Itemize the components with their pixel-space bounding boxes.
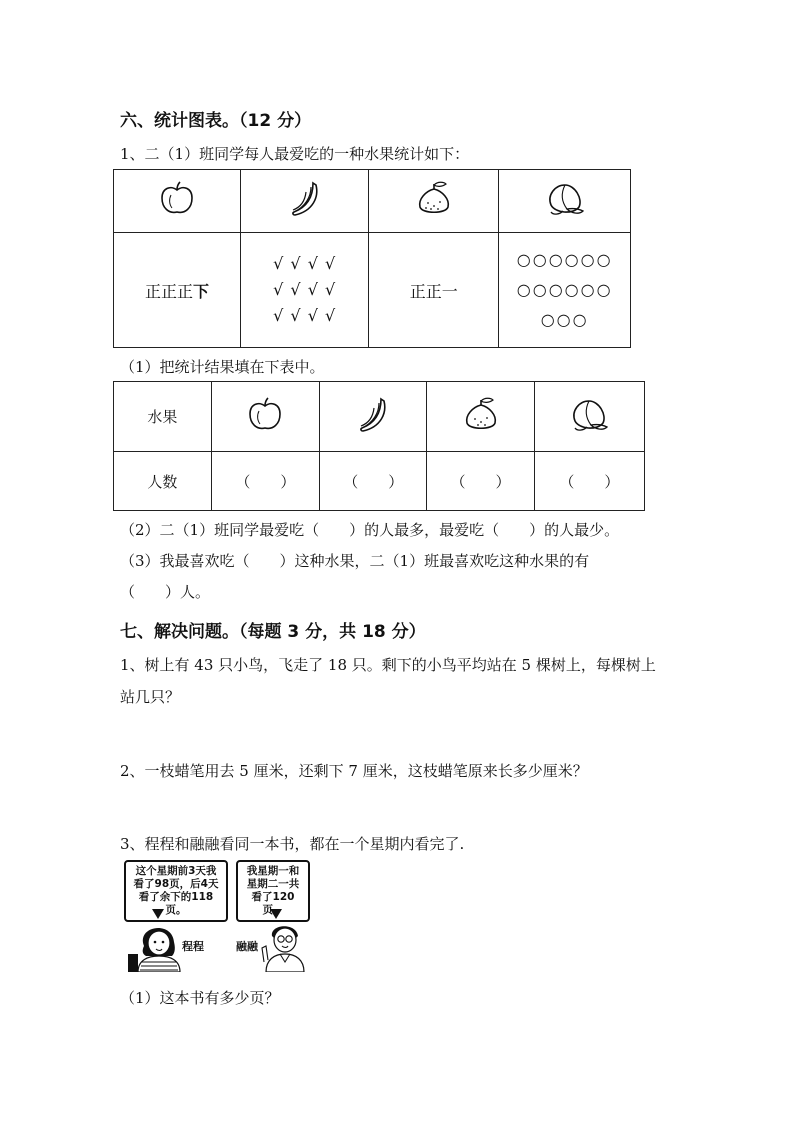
circle-row: ○○○○○○ — [516, 280, 613, 299]
s7-q1-line1: 1、树上有 43 只小鸟，飞走了 18 只。剩下的小鸟平均站在 5 棵树上，每棵树上 — [120, 656, 656, 674]
s7-q3: 3、程程和融融看同一本书，都在一个星期内看完了. — [120, 835, 465, 853]
check-row: √ √ √ √ — [273, 306, 337, 325]
s7-q3-sub1: （1）这本书有多少页？ — [120, 989, 280, 1007]
q1-intro: 1、二（1）班同学每人最爱吃的一种水果统计如下： — [120, 145, 470, 163]
peach-circles-cell — [499, 233, 631, 348]
pear-count-blank[interactable]: （ ） — [427, 452, 534, 511]
bubble-line: 这个星期前3天我 — [135, 865, 217, 877]
apple-tally-extra: 下 — [193, 281, 210, 301]
apple-icon — [211, 382, 319, 452]
bubble-line: 星期二一共 — [246, 878, 300, 890]
count-label: 人数 — [114, 452, 212, 511]
circle-row: ○○○○○○ — [516, 250, 613, 269]
bubble-line: 看了98页，后4天 — [133, 878, 219, 890]
name-rongrong: 融融 — [236, 940, 258, 953]
sub1-text: （1）把统计结果填在下表中。 — [120, 358, 325, 376]
sub2-text: （2）二（1）班同学最爱吃（ ）的人最多，最爱吃（ ）的人最少。 — [120, 521, 620, 539]
peach-icon — [499, 170, 631, 233]
pear-tally-cell — [369, 233, 499, 348]
name-chengcheng: 程程 — [182, 940, 204, 953]
bubble-line: 看了120页。 — [251, 891, 295, 916]
sub3-line2: （ ）人。 — [120, 583, 211, 601]
bubble-line: 看了余下的118页。 — [138, 891, 214, 916]
tally-table — [113, 169, 631, 348]
banana-icon — [320, 382, 427, 452]
apple-tally-cell — [114, 233, 241, 348]
check-row: √ √ √ √ — [273, 280, 337, 299]
peach-icon — [534, 382, 644, 452]
pear-tally: 正正一 — [409, 281, 458, 301]
s7-q1-line2: 站几只？ — [120, 688, 181, 706]
boy-figure — [260, 918, 308, 972]
section6-title: 六、统计图表。（12 分） — [120, 111, 312, 131]
pear-icon — [369, 170, 499, 233]
check-row: √ √ √ √ — [273, 254, 337, 273]
banana-icon — [241, 170, 369, 233]
section7-title: 七、解决问题。（每题 3 分，共 18 分） — [120, 622, 426, 642]
apple-tally: 正正正 — [145, 281, 194, 301]
circle-row: ○○○ — [540, 310, 589, 329]
fruit-label: 水果 — [114, 382, 212, 452]
sub3-line1: （3）我最喜欢吃（ ）这种水果，二（1）班最喜欢吃这种水果的有 — [120, 552, 590, 570]
banana-count-blank[interactable]: （ ） — [320, 452, 427, 511]
pear-icon — [427, 382, 534, 452]
bubble-line: 我星期一和 — [246, 865, 300, 877]
s7-q2: 2、一枝蜡笔用去 5 厘米，还剩下 7 厘米，这枝蜡笔原来长多少厘米？ — [120, 762, 588, 780]
result-table — [113, 381, 645, 511]
peach-count-blank[interactable]: （ ） — [534, 452, 644, 511]
speech-bubble-left — [124, 860, 228, 922]
apple-icon — [114, 170, 241, 233]
banana-checks-cell — [241, 233, 369, 348]
apple-count-blank[interactable]: （ ） — [211, 452, 319, 511]
cartoon-illustration — [124, 860, 308, 972]
